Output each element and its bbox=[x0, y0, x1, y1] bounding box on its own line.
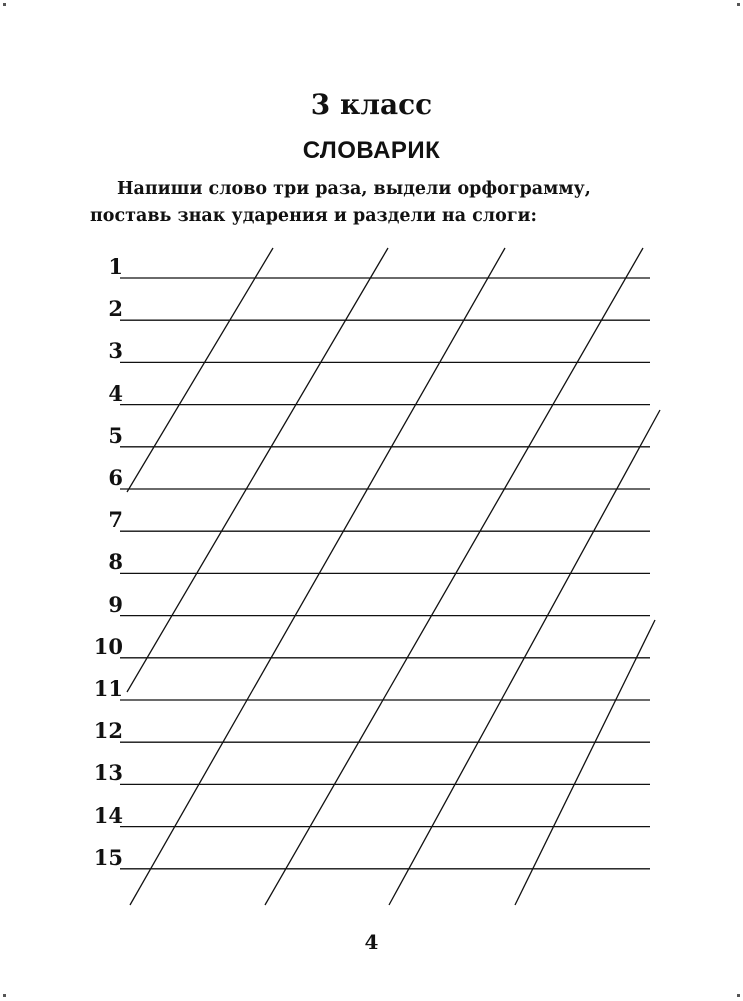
corner-mark bbox=[737, 994, 740, 997]
corner-mark bbox=[3, 994, 6, 997]
row-number: 15 bbox=[93, 844, 123, 870]
page-title: 3 класс bbox=[310, 88, 433, 121]
row-number: 5 bbox=[108, 422, 123, 448]
corner-mark bbox=[3, 3, 6, 6]
slant-line bbox=[265, 248, 643, 905]
slant-line bbox=[515, 620, 655, 905]
page-number: 4 bbox=[364, 930, 379, 954]
slant-line bbox=[130, 248, 505, 905]
instruction-line-1: Напиши слово три раза, выдели орфограмму, bbox=[117, 179, 591, 199]
row-number: 9 bbox=[108, 591, 123, 617]
slant-line bbox=[127, 248, 273, 492]
row-number: 1 bbox=[108, 254, 123, 279]
row-number: 6 bbox=[108, 465, 123, 490]
row-number: 10 bbox=[93, 633, 123, 659]
slant-guide-lines bbox=[127, 248, 660, 905]
row-number: 14 bbox=[93, 802, 123, 828]
row-number: 13 bbox=[93, 760, 123, 786]
instruction-line-2: поставь знак ударения и раздели на слоги: bbox=[90, 206, 537, 226]
page-subtitle: СЛОВАРИК bbox=[302, 137, 441, 164]
row-number: 7 bbox=[108, 507, 123, 533]
row-number: 4 bbox=[108, 380, 123, 406]
row-number: 2 bbox=[108, 296, 123, 322]
row-number: 12 bbox=[93, 718, 123, 744]
row-number: 8 bbox=[108, 549, 123, 575]
corner-mark bbox=[737, 3, 740, 6]
row-number: 3 bbox=[108, 338, 123, 364]
slant-line bbox=[127, 248, 388, 692]
row-number: 11 bbox=[93, 676, 123, 701]
